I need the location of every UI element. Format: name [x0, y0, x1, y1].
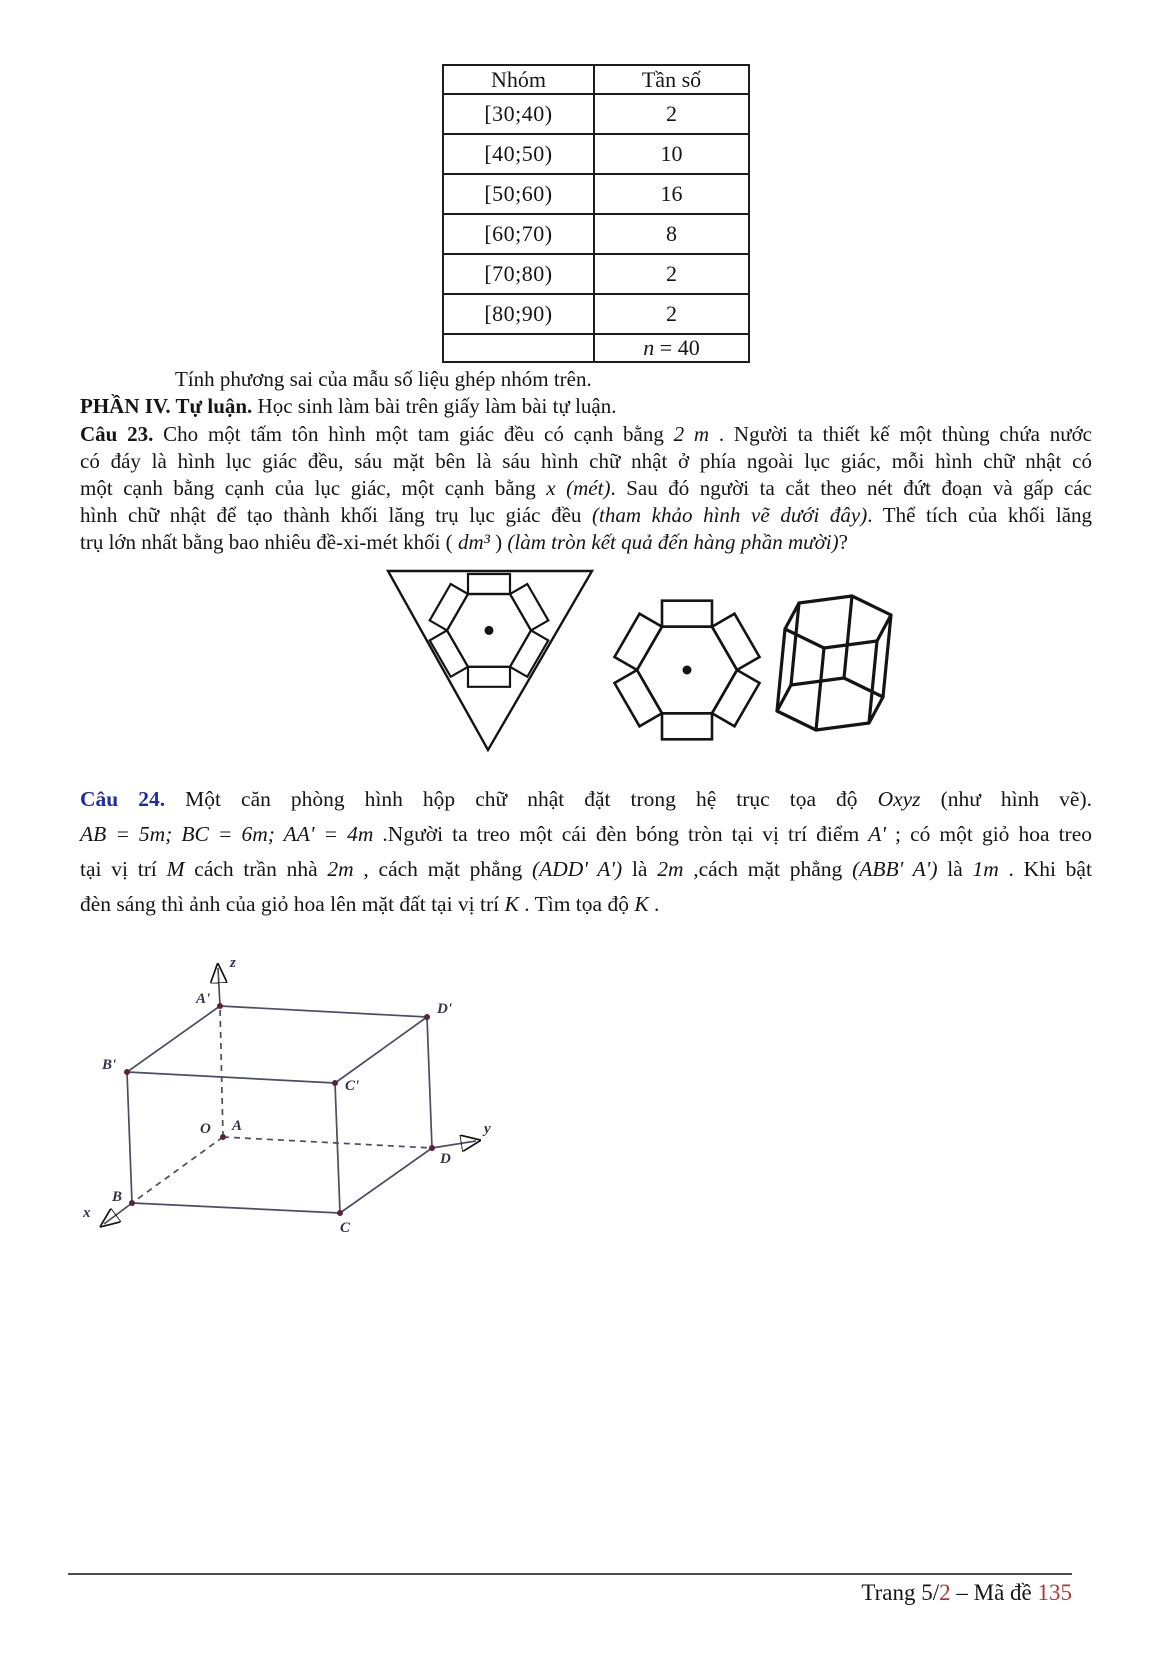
group-cell: [50;60) [443, 174, 594, 214]
label-C-prime: C' [345, 1078, 360, 1094]
text-segment: PHẦN IV. Tự luận. [80, 394, 253, 418]
edge-A-D-dashed [223, 1137, 432, 1148]
group-cell: [60;70) [443, 214, 594, 254]
text-segment: x [546, 476, 556, 500]
center-dot [683, 666, 692, 675]
text-segment: đèn sáng thì ảnh của giỏ hoa lên mặt đất tại vị trí [80, 892, 505, 916]
text-segment: n [643, 335, 655, 360]
text-segment: ; có một giỏ hoa treo [885, 822, 1093, 846]
vertex-dots [124, 1003, 435, 1216]
edge-C-Cp [335, 1083, 340, 1213]
table-row [443, 174, 749, 214]
text-segment: trụ lớn nhất bằng bao nhiêu đề-xi-mét khối ( [80, 530, 458, 554]
text-segment: AB = 5m; BC = 6m; AA' = 4m [80, 822, 374, 846]
text-segment: Câu 24. [80, 787, 166, 811]
label-x-axis: x [83, 1205, 91, 1221]
group-cell: [30;40) [443, 94, 594, 134]
label-D: D [440, 1151, 451, 1167]
cau24-figure [60, 900, 520, 1245]
cau23-line-5 [80, 529, 1092, 556]
flap [615, 670, 663, 726]
flap [712, 614, 760, 670]
edge-C-D [340, 1148, 432, 1213]
flap [468, 574, 510, 594]
table-row [443, 294, 749, 334]
cau24-line-2 [80, 817, 1092, 852]
flap [430, 584, 468, 630]
group-cell-empty [443, 334, 594, 362]
flap [712, 670, 760, 726]
edge-A-Ap-dashed [220, 1006, 223, 1137]
vertex-A [220, 1134, 226, 1140]
text-segment: K [504, 892, 519, 916]
flap [510, 630, 548, 676]
cau24-line-1 [80, 782, 1092, 817]
group-cell: [80;90) [443, 294, 594, 334]
prism-bottom-face [777, 678, 883, 730]
label-A-prime: A' [196, 991, 211, 1007]
label-z-axis: z [230, 955, 236, 971]
table-row [443, 214, 749, 254]
text-segment: 2m [327, 857, 354, 881]
group-cell: [40;50) [443, 134, 594, 174]
text-segment: Câu 23. [80, 422, 154, 446]
hexagonal-prism-figure [777, 596, 891, 730]
text-segment: M [166, 857, 185, 881]
edge-A-B-dashed [132, 1137, 223, 1203]
text-segment: . Sau đó người ta cắt theo nét đứt đoạn và gấp các [610, 476, 1092, 500]
text-segment: ) [489, 530, 508, 554]
freq-cell: 2 [594, 294, 749, 334]
table-header-row [443, 65, 749, 94]
text-segment: (như hình vẽ). [920, 787, 1092, 811]
flap [662, 601, 712, 627]
edge-B-C [132, 1203, 340, 1213]
freq-cell: 8 [594, 214, 749, 254]
text-segment: Trang 5/ [861, 1580, 940, 1605]
vertex-D [429, 1145, 435, 1151]
edge-B-Bp [127, 1072, 132, 1203]
text-segment: Oxyz [877, 787, 921, 811]
table-total-row [443, 334, 749, 362]
text-segment: . [648, 892, 660, 916]
vertex-Cp [332, 1080, 338, 1086]
prism-edge [816, 648, 824, 730]
prism-top-face [785, 596, 891, 648]
freq-cell: 2 [594, 254, 749, 294]
table-caption: Tính phương sai của mẫu số liệu ghép nhóm trên. [175, 367, 592, 391]
text-segment: 2m [657, 857, 684, 881]
text-segment: . Khi bật [998, 857, 1092, 881]
cau23-line-4 [80, 502, 1092, 529]
text-segment: một cạnh bằng cạnh của lục giác, một cạnh bằng [80, 476, 547, 500]
cau24-line-3 [80, 852, 1092, 887]
edge-Cp-Dp [335, 1017, 427, 1083]
text-segment: dm³ [457, 530, 490, 554]
frequency-table-body [443, 65, 749, 362]
total-cell [594, 334, 749, 362]
prism-edge [844, 596, 852, 678]
text-segment: (ABB' A') [852, 857, 938, 881]
footer-page-info [572, 1580, 1072, 1606]
z-axis [218, 968, 220, 1006]
text-segment: Cho một tấm tôn hình một tam giác đều có cạnh bằng [153, 422, 674, 446]
freq-cell: 2 [594, 94, 749, 134]
flap [468, 667, 510, 687]
edge-Ap-Dp [220, 1006, 427, 1017]
box-edges [104, 968, 476, 1224]
column-header-freq: Tần số [594, 65, 749, 94]
group-cell: [70;80) [443, 254, 594, 294]
triangle-outline [388, 571, 592, 750]
text-segment: 2 m [673, 422, 710, 446]
flap [615, 614, 663, 670]
text-segment: ? [838, 530, 848, 554]
text-segment: = 40 [654, 335, 700, 360]
y-axis [432, 1141, 476, 1148]
frequency-table [442, 64, 750, 363]
center-dot [485, 626, 494, 635]
flap [510, 584, 548, 630]
cau23-figure [380, 560, 900, 765]
text-segment: có đáy là hình lục giác đều, sáu mặt bên là sáu hình chữ nhật ở phía ngoài lục giác, mỗi hình chữ nhật có [80, 449, 1092, 473]
freq-cell: 16 [594, 174, 749, 214]
text-segment: . Thể tích của khối lăng [867, 503, 1093, 527]
text-segment: . Tìm tọa độ [518, 892, 635, 916]
freq-cell: 10 [594, 134, 749, 174]
triangle-sheet-figure [388, 571, 592, 750]
vertex-Bp [124, 1069, 130, 1075]
edge-Ap-Bp [127, 1006, 220, 1072]
edge-Bp-Cp [127, 1072, 335, 1083]
text-segment: , cách mặt phẳng [353, 857, 532, 881]
label-B-prime: B' [102, 1057, 117, 1073]
cau23-line-3 [80, 475, 1092, 502]
text-segment: – Mã đề [950, 1580, 1038, 1605]
label-y-axis: y [484, 1121, 491, 1137]
text-segment: K [634, 892, 649, 916]
text-segment: cách trần nhà [184, 857, 328, 881]
text-segment: A' [868, 822, 886, 846]
text-segment: (tham khảo hình vẽ dưới đây) [592, 503, 868, 527]
hexagon-net-figure [615, 601, 760, 740]
text-segment: là [622, 857, 658, 881]
text-segment: 2 [939, 1580, 951, 1605]
label-O: O [200, 1121, 211, 1137]
label-B: B [112, 1189, 123, 1205]
vertex-B [129, 1200, 135, 1206]
text-segment: (ADD' A') [531, 857, 623, 881]
label-C: C [340, 1220, 351, 1236]
cau23-line-2 [80, 448, 1092, 475]
vertex-Ap [217, 1003, 223, 1009]
cau23-line-1 [80, 421, 1092, 448]
text-segment: (làm tròn kết quả đến hàng phần mười) [507, 530, 839, 554]
text-segment: Một căn phòng hình hộp chữ nhật đặt trong hệ trục tọa độ [165, 787, 878, 811]
label-D-prime: D' [437, 1001, 452, 1017]
table-row [443, 134, 749, 174]
x-axis [104, 1203, 132, 1224]
text-segment: 1m [972, 857, 999, 881]
text-segment: (mét) [555, 476, 611, 500]
table-row [443, 94, 749, 134]
flap [662, 713, 712, 739]
text-segment: hình chữ nhật để tạo thành khối lăng trụ lục giác đều [80, 503, 593, 527]
text-segment: tại vị trí [80, 857, 167, 881]
part4-heading [80, 393, 617, 420]
text-segment: là [937, 857, 973, 881]
vertex-C [337, 1210, 343, 1216]
footer-divider [68, 1573, 1072, 1575]
text-segment: Học sinh làm bài trên giấy làm bài tự luận. [252, 394, 617, 418]
edge-D-Dp [427, 1017, 432, 1148]
label-A: A [232, 1118, 243, 1134]
text-segment: .Người ta treo một cái đèn bóng tròn tại vị trí điểm [373, 822, 869, 846]
text-segment: . Người ta thiết kế một thùng chứa nước [709, 422, 1093, 446]
column-header-group: Nhóm [443, 65, 594, 94]
text-segment: 135 [1037, 1580, 1072, 1605]
text-segment: ,cách mặt phẳng [683, 857, 853, 881]
vertex-Dp [424, 1014, 430, 1020]
table-row [443, 254, 749, 294]
